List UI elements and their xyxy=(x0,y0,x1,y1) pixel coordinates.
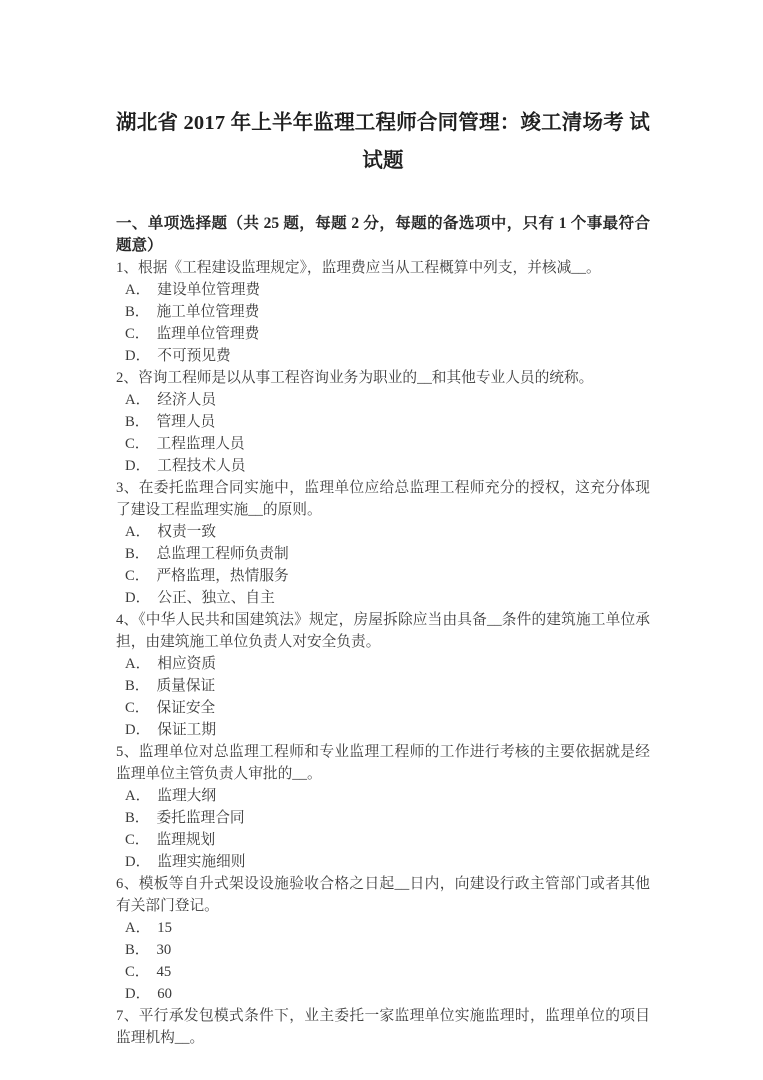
option-item[interactable] xyxy=(116,675,650,697)
question-item-4 xyxy=(116,609,650,741)
option-item[interactable] xyxy=(116,697,650,719)
option-list xyxy=(116,917,650,1005)
option-letter: A． xyxy=(125,920,151,936)
option-text: 质量保证 xyxy=(156,678,216,694)
option-list xyxy=(116,521,650,609)
section-heading: 一、单项选择题（共 25 题，每题 2 分，每题的备选项中，只有 1 个事最符合题意） xyxy=(116,215,650,254)
option-list xyxy=(116,389,650,477)
option-item[interactable] xyxy=(116,455,650,477)
option-item[interactable] xyxy=(116,719,650,741)
question-stem: 4、《中华人民共和国建筑法》规定，房屋拆除应当由具备__条件的建筑施工单位承担，由建筑施工单位负责人对安全负责。 xyxy=(116,612,650,650)
option-text: 监理实施细则 xyxy=(157,854,246,870)
page-title-line-2: 试试题 xyxy=(362,112,650,172)
page-title-line-1: 湖北省 2017 年上半年监理工程师合同管理：竣工清场考 xyxy=(116,112,624,134)
option-item[interactable] xyxy=(116,807,650,829)
option-item[interactable] xyxy=(116,433,650,455)
option-text: 工程技术人员 xyxy=(157,458,246,474)
option-letter: A． xyxy=(125,788,151,804)
option-text: 60 xyxy=(157,986,172,1002)
option-list xyxy=(116,785,650,873)
option-letter: D． xyxy=(125,722,151,738)
option-letter: B． xyxy=(125,942,150,958)
question-stem: 5、监理单位对总监理工程师和专业监理工程师的工作进行考核的主要依据就是经监理单位主管负责人审批的__。 xyxy=(116,744,650,782)
option-letter: D． xyxy=(125,986,151,1002)
option-item[interactable] xyxy=(116,785,650,807)
option-item[interactable] xyxy=(116,521,650,543)
option-text: 15 xyxy=(157,920,172,936)
option-text: 经济人员 xyxy=(157,392,217,408)
option-text: 建设单位管理费 xyxy=(157,282,261,298)
question-item-6 xyxy=(116,873,650,1005)
option-text: 保证安全 xyxy=(156,700,216,716)
option-text: 施工单位管理费 xyxy=(156,304,260,320)
question-item-2 xyxy=(116,367,650,477)
option-letter: D． xyxy=(125,854,151,870)
option-item[interactable] xyxy=(116,939,650,961)
option-letter: B． xyxy=(125,414,150,430)
option-letter: D． xyxy=(125,348,151,364)
option-letter: D． xyxy=(125,590,151,606)
option-letter: B． xyxy=(125,678,150,694)
question-stem: 7、平行承发包模式条件下，业主委托一家监理单位实施监理时，监理单位的项目监理机构__。 xyxy=(116,1008,650,1046)
option-text: 总监理工程师负责制 xyxy=(156,546,289,562)
option-text: 监理规划 xyxy=(156,832,216,848)
option-letter: B． xyxy=(125,810,150,826)
option-item[interactable] xyxy=(116,829,650,851)
option-letter: C． xyxy=(125,964,150,980)
page-content xyxy=(116,0,650,1049)
option-text: 工程监理人员 xyxy=(156,436,245,452)
option-letter: C． xyxy=(125,832,150,848)
option-item[interactable] xyxy=(116,917,650,939)
option-text: 45 xyxy=(156,964,172,980)
option-text: 公正、独立、自主 xyxy=(157,590,275,606)
question-stem: 3、在委托监理合同实施中，监理单位应给总监理工程师充分的授权，这充分体现了建设工程监理实施__的原则。 xyxy=(116,480,650,518)
option-letter: C． xyxy=(125,568,150,584)
option-letter: C． xyxy=(125,326,150,342)
option-item[interactable] xyxy=(116,983,650,1005)
option-item[interactable] xyxy=(116,323,650,345)
option-letter: A． xyxy=(125,392,151,408)
option-list xyxy=(116,279,650,367)
option-letter: C． xyxy=(125,700,150,716)
option-item[interactable] xyxy=(116,961,650,983)
option-item[interactable] xyxy=(116,851,650,873)
option-letter: B． xyxy=(125,304,150,320)
question-list xyxy=(116,257,650,1049)
question-item-3 xyxy=(116,477,650,609)
option-item[interactable] xyxy=(116,301,650,323)
option-letter: A． xyxy=(125,524,151,540)
option-text: 权责一致 xyxy=(157,524,217,540)
option-letter: A． xyxy=(125,656,151,672)
option-item[interactable] xyxy=(116,411,650,433)
question-stem: 6、模板等自升式架设设施验收合格之日起__日内，向建设行政主管部门或者其他有关部门登记。 xyxy=(116,876,650,914)
option-item[interactable] xyxy=(116,565,650,587)
option-text: 保证工期 xyxy=(157,722,217,738)
option-item[interactable] xyxy=(116,543,650,565)
question-item-1 xyxy=(116,257,650,367)
option-letter: C． xyxy=(125,436,150,452)
option-text: 不可预见费 xyxy=(157,348,231,364)
option-text: 相应资质 xyxy=(157,656,217,672)
option-text: 监理单位管理费 xyxy=(156,326,260,342)
option-text: 30 xyxy=(156,942,172,958)
page-title xyxy=(116,0,650,180)
option-letter: D． xyxy=(125,458,151,474)
option-letter: B． xyxy=(125,546,150,562)
option-text: 管理人员 xyxy=(156,414,216,430)
question-stem: 2、咨询工程师是以从事工程咨询业务为职业的__和其他专业人员的统称。 xyxy=(116,370,594,386)
option-item[interactable] xyxy=(116,587,650,609)
option-text: 严格监理，热情服务 xyxy=(156,568,289,584)
option-text: 委托监理合同 xyxy=(156,810,245,826)
option-item[interactable] xyxy=(116,389,650,411)
option-list xyxy=(116,653,650,741)
option-letter: A． xyxy=(125,282,151,298)
question-stem: 1、根据《工程建设监理规定》，监理费应当从工程概算中列支，并核减__。 xyxy=(116,260,601,276)
option-text: 监理大纲 xyxy=(157,788,217,804)
option-item[interactable] xyxy=(116,345,650,367)
question-item-5 xyxy=(116,741,650,873)
question-item-7 xyxy=(116,1005,650,1049)
option-item[interactable] xyxy=(116,279,650,301)
option-item[interactable] xyxy=(116,653,650,675)
